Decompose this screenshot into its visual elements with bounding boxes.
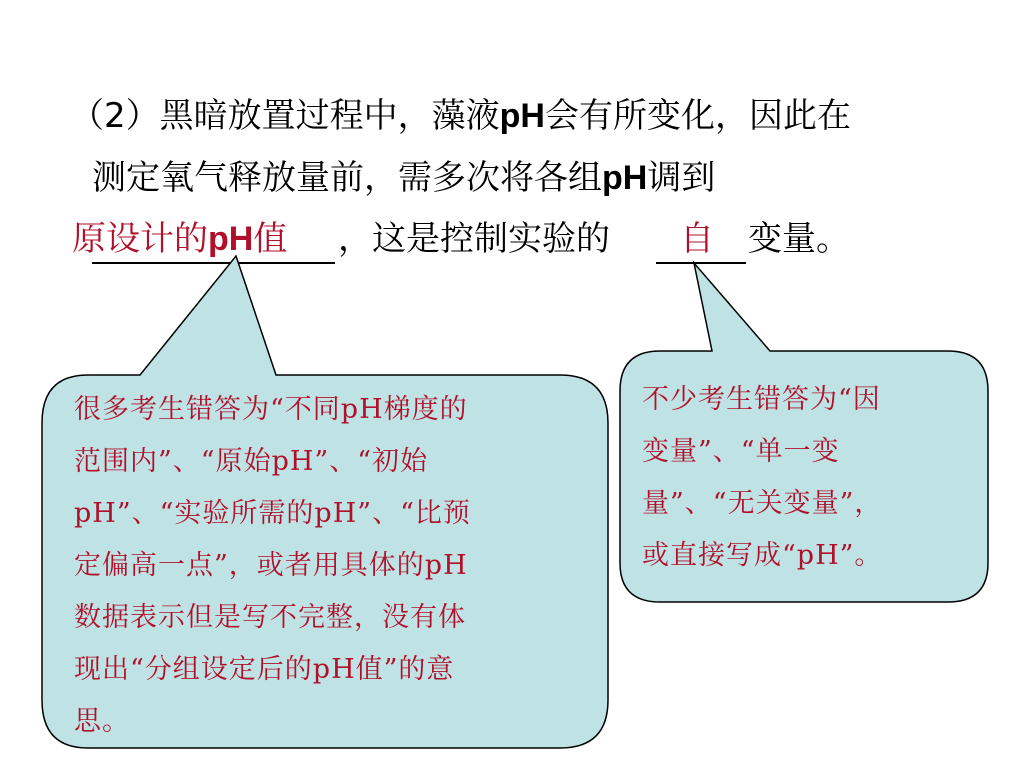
question-text: （2）黑暗放置过程中，藻液	[70, 96, 500, 136]
callout-line: 或直接写成“pH”。	[642, 540, 883, 571]
callout-line: 范围内”、“原始pH”、“初始	[74, 446, 429, 477]
callout-line: 现出“分组设定后的pH值”的意	[74, 654, 455, 685]
callout-line: 定偏高一点”，或者用具体的pH	[74, 550, 468, 581]
callout-line: 很多考生错答为“不同pH梯度的	[74, 394, 468, 425]
question-line-3: ，这是控制实验的	[338, 219, 610, 259]
callout-line: 思。	[74, 706, 130, 737]
answer-text: 值	[253, 219, 288, 259]
callout-line: 变量”、“单一变	[642, 436, 840, 467]
question-text: 会有所变化，因此在	[544, 96, 851, 136]
callout-left-text	[74, 384, 574, 748]
question-text: 测定氧气释放量前，需多次将各组	[92, 158, 602, 198]
ph-term: pH	[499, 97, 545, 135]
ph-term: pH	[602, 159, 648, 197]
answer-ph: pH	[208, 220, 254, 258]
callout-line: 数据表示但是写不完整，没有体	[74, 602, 466, 633]
callout-right-text	[642, 374, 972, 582]
callout-line: pH”、“实验所需的pH”、“比预	[74, 498, 471, 529]
callout-line: 量”、“无关变量”，	[642, 488, 883, 519]
question-text: 调到	[647, 158, 716, 198]
answer-text: 原设计的	[72, 219, 208, 259]
question-line-3-end: 变量。	[748, 219, 850, 259]
answer-2: 自	[680, 219, 714, 259]
callout-line: 不少考生错答为“因	[642, 384, 881, 415]
